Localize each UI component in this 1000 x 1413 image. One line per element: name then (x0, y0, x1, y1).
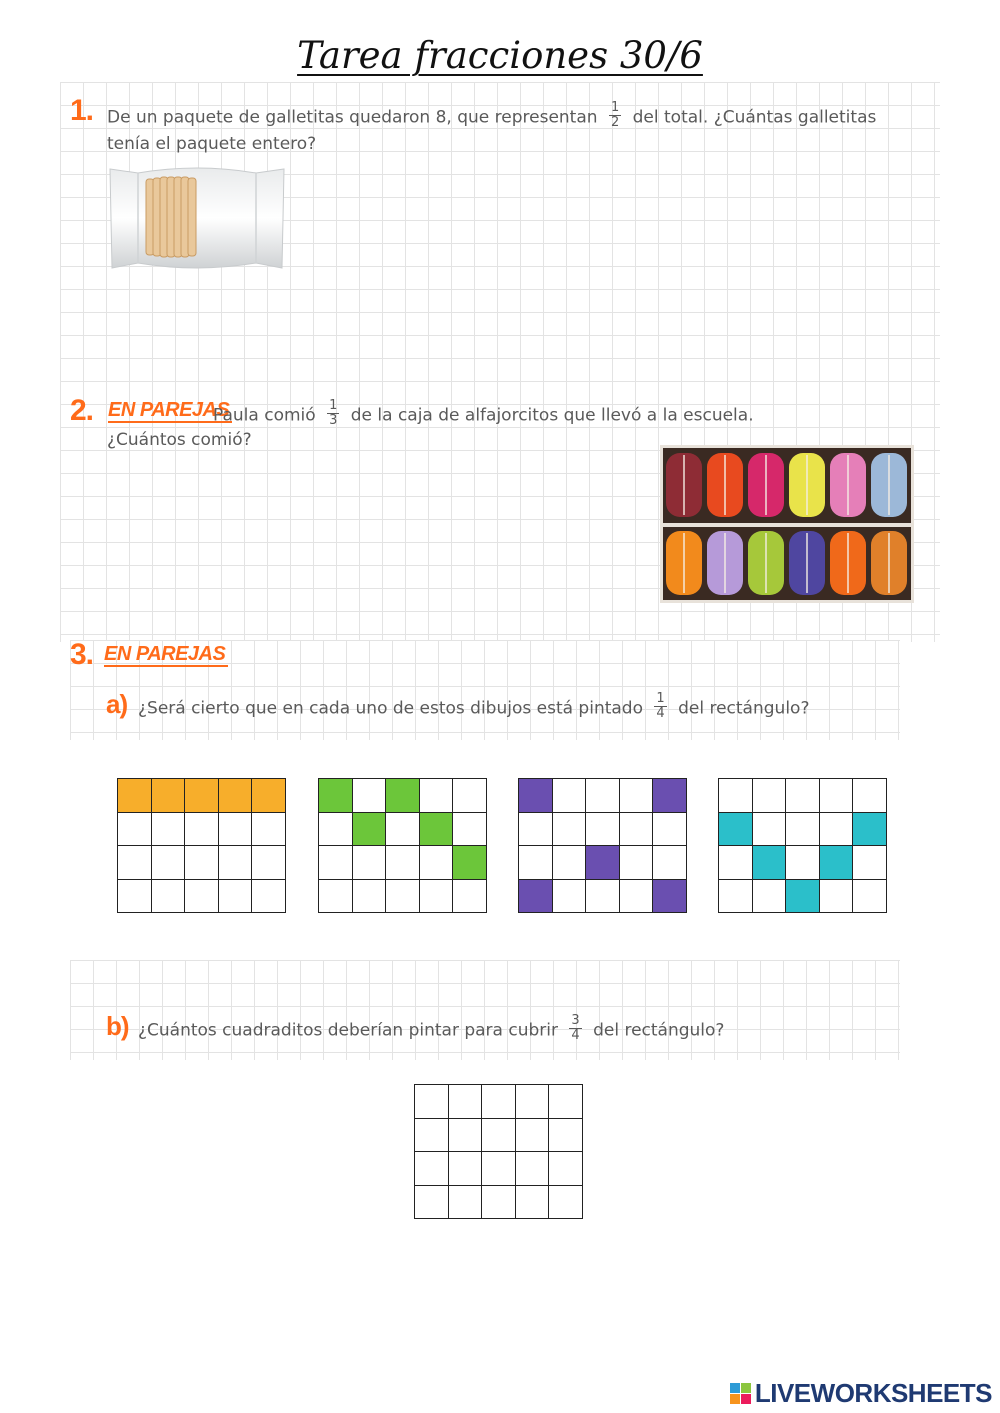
grid-cell[interactable] (415, 1152, 449, 1186)
question-1-text-line2: tenía el paquete entero? (107, 134, 317, 154)
grid-cell[interactable] (482, 1085, 516, 1119)
grid-cell (820, 813, 854, 847)
grid-cell (653, 779, 687, 813)
question-3b-letter: b) (106, 1011, 129, 1041)
grid-cell (519, 813, 553, 847)
grid-cell (386, 779, 420, 813)
grid-cell (586, 846, 620, 880)
grid-cell (719, 846, 753, 880)
macarons-box-image (660, 445, 914, 603)
grid-cell[interactable] (516, 1119, 550, 1153)
grid-cell (185, 846, 219, 880)
fraction-one-third: $\frac{1}{3}$ (329, 398, 338, 428)
grid-cell[interactable] (449, 1085, 483, 1119)
en-parejas-tag-q3: EN PAREJAS (104, 643, 228, 667)
grid-cell (553, 813, 587, 847)
grid-cell (185, 880, 219, 914)
question-1-number: 1. (70, 94, 94, 127)
grid-cell (786, 846, 820, 880)
fraction-three-fourths: $\frac{3}{4}$ (571, 1013, 580, 1043)
grid-cell (853, 813, 887, 847)
question-3a-letter: a) (106, 689, 128, 719)
question-3a-text (138, 691, 810, 723)
grid-cell (319, 813, 353, 847)
grid-cell (620, 813, 654, 847)
grid-cell (820, 779, 854, 813)
grid-cell (586, 880, 620, 914)
grid-cell[interactable] (549, 1152, 583, 1186)
grid-cell (152, 813, 186, 847)
grid-cell (420, 779, 454, 813)
grid-cell[interactable] (516, 1085, 550, 1119)
question-2-text-line2: ¿Cuántos comió? (107, 430, 252, 450)
grid-cell (420, 813, 454, 847)
grid-answer-empty[interactable] (414, 1084, 583, 1219)
grid-cell (853, 880, 887, 914)
grid-cell (118, 813, 152, 847)
grid-cell (319, 846, 353, 880)
grid-cell (185, 813, 219, 847)
grid-cell (420, 846, 454, 880)
grid-cell (453, 846, 487, 880)
grid-cell (753, 779, 787, 813)
grid-cell (719, 813, 753, 847)
grid-cell (753, 846, 787, 880)
grid-cell (319, 779, 353, 813)
grid-cell (620, 880, 654, 914)
question-2-text-a: Paula comió (213, 405, 316, 426)
grid-cyan (718, 778, 887, 913)
grid-cell[interactable] (549, 1085, 583, 1119)
grid-cell[interactable] (415, 1186, 449, 1220)
grid-cell (853, 846, 887, 880)
question-3b-text (138, 1013, 725, 1045)
grid-cell[interactable] (549, 1186, 583, 1220)
grid-cell (152, 779, 186, 813)
question-2-number: 2. (70, 394, 94, 427)
grid-cell (786, 779, 820, 813)
grid-cell[interactable] (449, 1119, 483, 1153)
grid-cell (786, 880, 820, 914)
grid-cell (252, 813, 286, 847)
grid-purple (518, 778, 687, 913)
grid-cell (219, 813, 253, 847)
grid-cell (753, 880, 787, 914)
grid-cell (118, 779, 152, 813)
grid-cell (118, 846, 152, 880)
grid-cell (353, 846, 387, 880)
grid-cell (353, 813, 387, 847)
question-3a-text-a: ¿Será cierto que en cada uno de estos dibujos está pintado (138, 698, 643, 719)
grid-cell (386, 813, 420, 847)
grid-cell (653, 846, 687, 880)
grid-cell (820, 880, 854, 914)
grid-cell (185, 779, 219, 813)
grid-cell (219, 880, 253, 914)
grid-cell[interactable] (516, 1186, 550, 1220)
fraction-one-half: $\frac{1}{2}$ (610, 100, 620, 130)
liveworksheets-logo-icon (730, 1383, 751, 1404)
en-parejas-tag-q2: EN PAREJAS (108, 399, 232, 423)
grid-cell (553, 880, 587, 914)
grid-cell[interactable] (415, 1085, 449, 1119)
grid-cell (219, 779, 253, 813)
grid-cell (586, 813, 620, 847)
grid-cell (453, 880, 487, 914)
grid-cell (319, 880, 353, 914)
grid-cell (152, 880, 186, 914)
question-3a-text-b: del rectángulo? (678, 698, 810, 719)
grid-cell (420, 880, 454, 914)
grid-cell (519, 846, 553, 880)
grid-cell (152, 846, 186, 880)
question-1-text-a: De un paquete de galletitas quedaron 8, que representan (107, 107, 598, 128)
fraction-one-fourth: $\frac{1}{4}$ (656, 691, 665, 721)
grid-cell (519, 880, 553, 914)
grid-cell (118, 880, 152, 914)
grid-cell (252, 880, 286, 914)
grid-cell (553, 779, 587, 813)
question-2-text (213, 398, 754, 430)
grid-cell (786, 813, 820, 847)
grid-cell (820, 846, 854, 880)
grid-cell (453, 779, 487, 813)
page-title: Tarea fracciones 30/6 (297, 34, 703, 77)
grid-cell[interactable] (449, 1186, 483, 1220)
grid-cell (620, 846, 654, 880)
grid-cell (353, 880, 387, 914)
question-3b-text-a: ¿Cuántos cuadraditos deberían pintar para cubrir (138, 1020, 558, 1041)
grid-cell (386, 846, 420, 880)
question-3b-text-b: del rectángulo? (593, 1020, 725, 1041)
question-3-number: 3. (70, 638, 94, 671)
grid-cell (252, 846, 286, 880)
grid-cell (653, 880, 687, 914)
grid-cell[interactable] (482, 1119, 516, 1153)
grid-paper-background-3 (70, 960, 900, 1060)
grid-cell[interactable] (516, 1152, 550, 1186)
grid-cell (252, 779, 286, 813)
grid-cell (386, 880, 420, 914)
grid-green (318, 778, 487, 913)
grid-cell[interactable] (482, 1186, 516, 1220)
grid-orange (117, 778, 286, 913)
grid-cell (719, 880, 753, 914)
grid-cell (586, 779, 620, 813)
cookie-package-image (108, 165, 286, 272)
grid-cell (653, 813, 687, 847)
liveworksheets-logo (730, 1378, 992, 1409)
grid-cell (353, 779, 387, 813)
grid-cell[interactable] (482, 1152, 516, 1186)
grid-cell[interactable] (415, 1119, 449, 1153)
grid-cell (620, 779, 654, 813)
liveworksheets-logo-text: LIVEWORKSHEETS (754, 1378, 992, 1408)
question-1-text-b: del total. ¿Cuántas galletitas (632, 107, 877, 128)
grid-cell[interactable] (449, 1152, 483, 1186)
question-2-text-b: de la caja de alfajorcitos que llevó a la escuela. (350, 405, 754, 426)
grid-cell (219, 846, 253, 880)
grid-cell (853, 779, 887, 813)
grid-cell (519, 779, 553, 813)
grid-cell (719, 779, 753, 813)
grid-cell (753, 813, 787, 847)
question-1-text (107, 100, 877, 156)
grid-cell (453, 813, 487, 847)
grid-cell (553, 846, 587, 880)
grid-cell[interactable] (549, 1119, 583, 1153)
